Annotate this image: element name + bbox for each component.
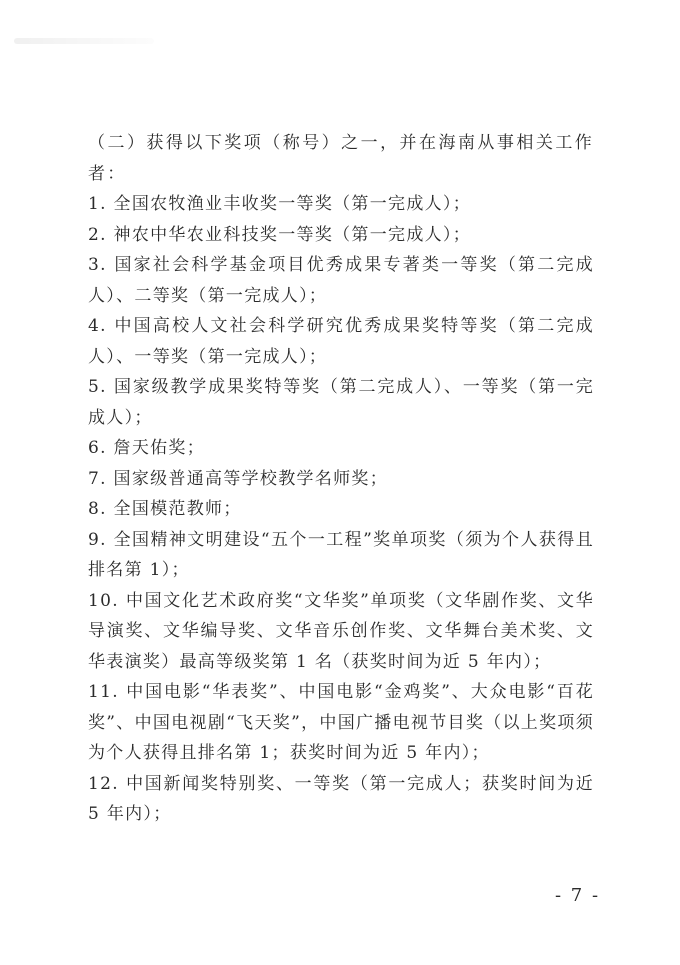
list-item-5: 5. 国家级教学成果奖特等奖（第二完成人）、一等奖（第一完成人）； — [88, 377, 594, 428]
list-item-7: 7. 国家级普通高等学校教学名师奖； — [88, 468, 389, 489]
document-body — [88, 128, 594, 830]
list-item-4: 4. 中国高校人文社会科学研究优秀成果奖特等奖（第二完成人）、一等奖（第一完成人）； — [88, 316, 594, 367]
list-item-8: 8. 全国模范教师； — [88, 499, 242, 519]
list-item-9: 9. 全国精神文明建设“五个一工程”奖单项奖（须为个人获得且排名第 1）； — [88, 529, 594, 580]
list-item-12: 12. 中国新闻奖特别奖、一等奖（第一完成人；获奖时间为近 5 年内）； — [88, 773, 594, 824]
list-item-1: 1. 全国农牧渔业丰收奖一等奖（第一完成人）； — [88, 194, 472, 214]
list-item-6: 6. 詹天佑奖； — [88, 438, 206, 458]
section-heading: （二）获得以下奖项（称号）之一，并在海南从事相关工作者： — [88, 133, 594, 184]
scan-artifact — [14, 38, 154, 44]
list-item-10: 10. 中国文化艺术政府奖“文华奖”单项奖（文华剧作奖、文华导演奖、文华编导奖、文华音乐创作奖、文华舞台美术奖、文华表演奖）最高等级奖第 1 名（获奖时间为近 5 年内）； — [88, 590, 594, 672]
page-number: - 7 - — [555, 885, 601, 906]
list-item-11: 11. 中国电影“华表奖”、中国电影“金鸡奖”、大众电影“百花奖”、中国电视剧“飞天奖”，中国广播电视节目奖（以上奖项须为个人获得且排名第 1；获奖时间为近 5 年内）； — [88, 682, 594, 763]
list-item-2: 2. 神农中华农业科技奖一等奖（第一完成人）； — [88, 224, 472, 245]
list-item-3: 3. 国家社会科学基金项目优秀成果专著类一等奖（第二完成人）、二等奖（第一完成人）； — [88, 255, 594, 306]
